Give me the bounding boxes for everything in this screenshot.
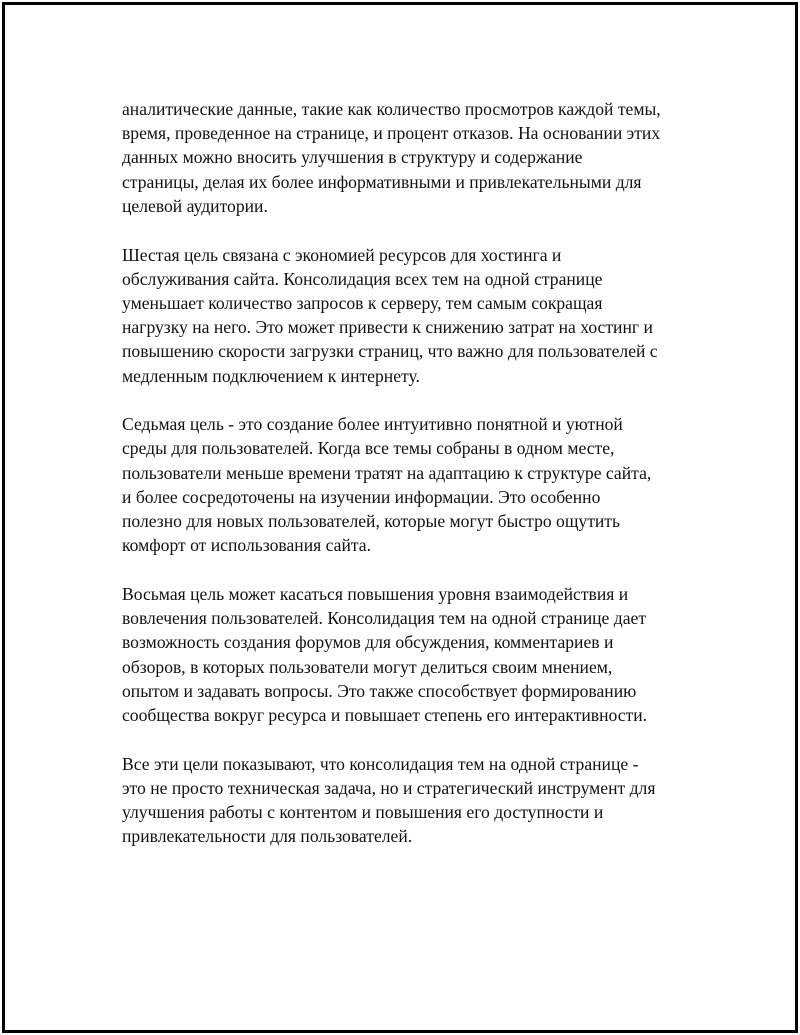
page-frame <box>2 2 798 1033</box>
paragraph-conclusion: Все эти цели показывают, что консолидация тем на одной странице - это не просто техническая задача, но и стратегический инструмент для улучшения работы с контентом и повышения его доступности и привлекательности для пользователей. <box>122 753 656 847</box>
paragraph-analytics: аналитические данные, такие как количество просмотров каждой темы, время, проведенное на странице, и процент отказов. На основании этих данных можно вносить улучшения в структуру и содержание страницы, делая их более информативными и привлекательными для целевой аудитории. <box>122 99 661 216</box>
document-body <box>122 97 702 848</box>
paragraph-seventh-goal: Седьмая цель - это создание более интуитивно понятной и уютной среды для пользователей. Когда все темы собраны в одном месте, пользователи меньше времени тратят на адаптацию к структуре сайта, и более сосредоточены на изучении информации. Это особенно полезно для новых пользователей, которые могут быстро ощутить комфорт от использования сайта. <box>122 414 652 556</box>
paragraph-eighth-goal: Восьмая цель может касаться повышения уровня взаимодействия и вовлечения пользователей. Консолидация тем на одной странице дает возможность создания форумов для обсуждения, комментариев и обзоров, в которых пользователи могут делиться своим мнением, опытом и задавать вопросы. Это также способствует формированию сообщества вокруг ресурса и повышает степень его интерактивности. <box>122 583 648 725</box>
paragraph-sixth-goal: Шестая цель связана с экономией ресурсов для хостинга и обслуживания сайта. Консолидация всех тем на одной странице уменьшает количество запросов к серверу, тем самым сокращая нагрузку на него. Это может привести к снижению затрат на хостинг и повышению скорости загрузки страниц, что важно для пользователей с медленным подключением к интернету. <box>122 244 658 386</box>
